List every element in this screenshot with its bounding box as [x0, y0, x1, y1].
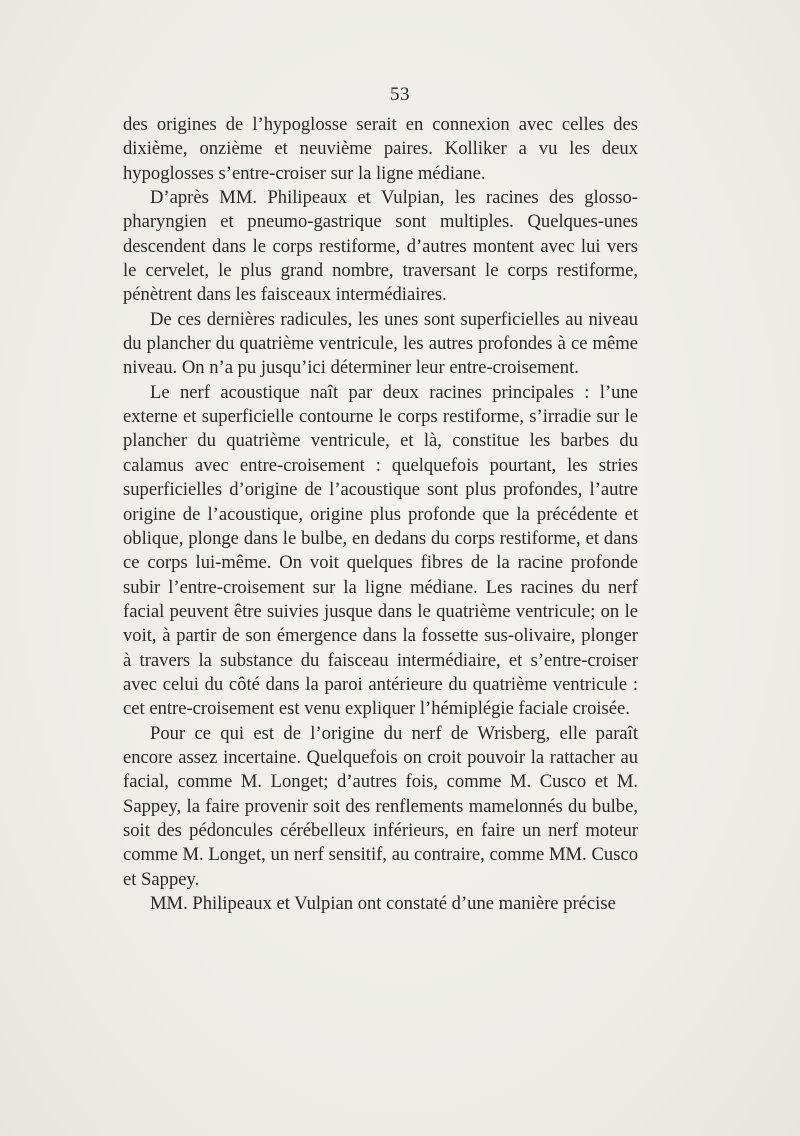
- paragraph-glosso-pharyngien: D’après MM. Philipeaux et Vulpian, les racines des glosso-pharyngien et pneumo-gastrique sont multiples. Quelques-unes descendent dans le corps restiforme, d’autres montent avec lui vers le cervelet, le plus grand nombre, traversant le corps restiforme, pénètrent dans les faisceaux intermédiaires.: [123, 187, 638, 306]
- paragraph-nerf-wrisberg: Pour ce qui est de l’origine du nerf de Wrisberg, elle paraît encore assez incertaine. Quelquefois on croit pouvoir la rattacher au facial, comme M. Longet; d’autres fois, comme M. Cusco et M. Sappey, la faire provenir soit des renflements mamelonnés du bulbe, soit des pédoncules cérébelleux inférieurs, en faire un nerf moteur comme M. Longet, un nerf sensitif, au contraire, comme MM. Cusco et Sappey.: [123, 722, 638, 890]
- page-number: 53: [390, 84, 410, 105]
- paragraph-radicules: De ces dernières radicules, les unes sont superficielles au niveau du plancher du quatrième ventricule, les autres profondes à ce même niveau. On n’a pu jusqu’ici déterminer leur entre-croisement.: [123, 308, 638, 379]
- paragraph-nerf-acoustique: Le nerf acoustique naît par deux racines principales : l’une externe et superficielle contourne le corps restiforme, s’irradie sur le plancher du quatrième ventricule, et là, constitue les barbes du calamus avec entre-croisement : quelquefois pourtant, les stries superficielles d’origine de l’acoustique sont plus profondes, l’autre origine de l’acoustique, origine plus profonde que la précédente et oblique, plonge dans le bulbe, en dedans du corps restiforme, et dans ce corps lui-même. On voit quelques fibres de la racine profonde subir l’entre-croisement sur la ligne médiane. Les racines du nerf facial peuvent être suivies jusque dans le quatrième ventricule; on le voit, à partir de son émergence dans la fossette sus-olivaire, plonger à travers la substance du faisceau intermédiaire, et s’entre-croiser avec celui du côté dans la paroi antérieure du quatrième ventricule : cet entre-croisement est venu expliquer l’hémiplégie faciale croisée.: [123, 381, 638, 720]
- body-text: [123, 113, 638, 916]
- paragraph-philipeaux-vulpian: MM. Philipeaux et Vulpian ont constaté d’une manière précise: [150, 893, 616, 914]
- paragraph-hypoglosse: des origines de l’hypoglosse serait en connexion avec celles des dixième, onzième et neuvième paires. Kolliker a vu les deux hypoglosses s’entre-croiser sur la ligne médiane.: [123, 114, 638, 184]
